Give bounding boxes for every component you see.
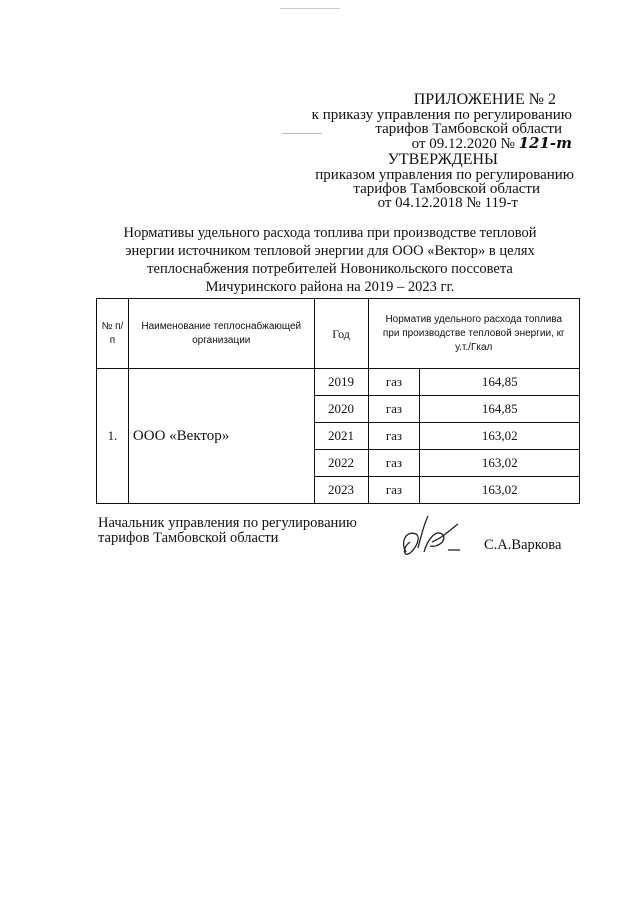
value-cell: 164,85 <box>420 396 580 423</box>
row-number: 1. <box>97 369 129 504</box>
scan-mark <box>280 8 340 9</box>
norms-table <box>96 298 580 504</box>
appendix-date <box>290 136 572 151</box>
year-cell: 2019 <box>314 369 368 396</box>
appendix-block <box>290 92 572 151</box>
year-cell: 2021 <box>314 423 368 450</box>
value-cell: 163,02 <box>420 450 580 477</box>
header-norm: Норматив удельного расхода топлива при производстве тепловой энергии, кг у.т./Гкал <box>368 299 580 369</box>
approved-line1: приказом управления по регулированию <box>315 167 574 183</box>
table-header-row <box>97 299 580 369</box>
fuel-cell: газ <box>368 450 420 477</box>
approved-block <box>290 152 574 210</box>
year-cell: 2022 <box>314 450 368 477</box>
value-cell: 163,02 <box>420 423 580 450</box>
signatory-position <box>98 516 357 546</box>
appendix-line1: к приказу управления по регулированию <box>311 107 572 123</box>
approved-line3: от 04.12.2018 № 119-т <box>377 195 518 211</box>
header-year: Год <box>314 299 368 369</box>
signatory-name: С.А.Варкова <box>484 537 562 553</box>
fuel-cell: газ <box>368 423 420 450</box>
approved-title: УТВЕРЖДЕНЫ <box>387 151 498 168</box>
signatory-position-line1: Начальник управления по регулированию <box>98 515 357 531</box>
signatory-position-line2: тарифов Тамбовской области <box>98 530 279 546</box>
table-row <box>97 369 580 396</box>
header-num: № п/п <box>97 299 129 369</box>
fuel-cell: газ <box>368 477 420 504</box>
year-cell: 2020 <box>314 396 368 423</box>
handwritten-signature <box>392 512 476 562</box>
document-title: Нормативы удельного расхода топлива при производстве тепловой энергии источником тепловой энергии для ООО «Вектор» в целях теплоснабжения потребителей Новоникольского поссовета Мичуринского района на 2019 – 2023 гг. <box>123 225 537 295</box>
org-name: ООО «Вектор» <box>128 369 314 504</box>
fuel-cell: газ <box>368 369 420 396</box>
appendix-title: ПРИЛОЖЕНИЕ № 2 <box>413 91 556 108</box>
approved-line2: тарифов Тамбовской области <box>353 181 540 197</box>
appendix-line2: тарифов Тамбовской области <box>375 121 562 137</box>
handwritten-order-number: 121-т <box>518 134 572 152</box>
appendix-date-prefix: от 09.12.2020 № <box>411 136 515 152</box>
value-cell: 163,02 <box>420 477 580 504</box>
fuel-cell: газ <box>368 396 420 423</box>
year-cell: 2023 <box>314 477 368 504</box>
value-cell: 164,85 <box>420 369 580 396</box>
header-org: Наименование теплоснабжающей организации <box>128 299 314 369</box>
